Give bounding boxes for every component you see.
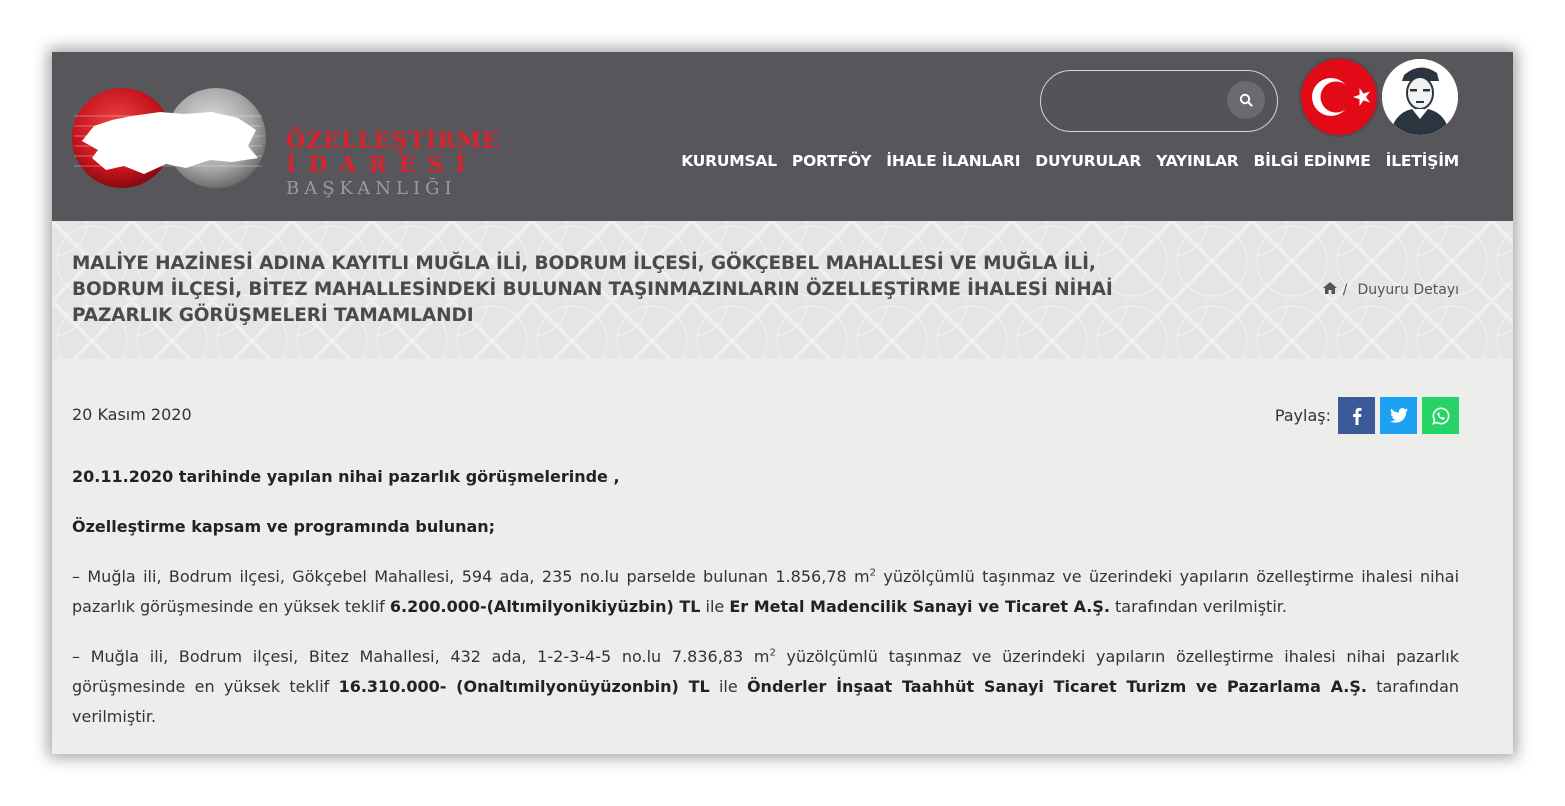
share-twitter-button[interactable] (1380, 397, 1417, 434)
article-date: 20 Kasım 2020 (72, 405, 192, 424)
share-bar (1275, 397, 1459, 434)
item1-amount: 6.200.000-(Altımilyonikiyüzbin) TL (389, 597, 701, 616)
share-label: Paylaş: (1274, 406, 1331, 425)
article-body (72, 462, 1459, 752)
whatsapp-icon (1432, 407, 1450, 425)
search-icon (1239, 93, 1253, 107)
item1-text-b: yüzölçümlü taşınmaz ve üzerindeki yapıların özelleştirme ihalesi nihai pazarlık görüşmesinde en yüksek teklif (72, 567, 1460, 616)
nav-iletisim[interactable]: İLETİŞİM (1385, 152, 1459, 170)
site-logo[interactable] (72, 86, 500, 199)
ataturk-portrait[interactable] (1382, 59, 1458, 135)
nav-duyurular[interactable]: DUYURULAR (1035, 152, 1142, 170)
item2-text-d: tarafından verilmiştir. (72, 677, 1460, 726)
home-icon (1323, 282, 1337, 294)
ataturk-portrait-icon (1382, 59, 1458, 135)
site-header (52, 52, 1513, 221)
item2-text-a: – Muğla ili, Bodrum ilçesi, Bitez Mahallesi, 432 ada, 1-2-3-4-5 no.lu 7.836,83 m (72, 647, 770, 666)
article-intro-1: 20.11.2020 tarihinde yapılan nihai pazarlık görüşmelerinde , (72, 467, 620, 486)
article-item-2 (72, 642, 1459, 732)
item1-company: Er Metal Madencilik Sanayi ve Ticaret A.Ş. (729, 597, 1110, 616)
item2-text-b: yüzölçümlü taşınmaz ve üzerindeki yapıların özelleştirme ihalesi nihai pazarlık görüşmesinde en yüksek teklif (72, 647, 1460, 696)
article-intro-2: Özelleştirme kapsam ve programında bulunan; (72, 517, 496, 536)
logo-line-2: İDARESİ (286, 152, 478, 178)
breadcrumb-home[interactable] (1323, 282, 1337, 298)
twitter-icon (1390, 408, 1408, 423)
search-box (1040, 70, 1278, 132)
breadcrumb-separator: / (1342, 282, 1348, 298)
page-title: MALİYE HAZİNESİ ADINA KAYITLI MUĞLA İLİ, BODRUM İLÇESİ, GÖKÇEBEL MAHALLESİ VE MUĞLA İLİ, BODRUM İLÇESİ, BİTEZ MAHALLESİNDEKİ BULUNAN TAŞINMAZINLARIN ÖZELLEŞTİRME İHALESİ NİHAİ PAZARLIK GÖRÜŞMELERİ TAMAMLANDI (72, 253, 1113, 326)
nav-ihale-ilanlari[interactable]: İHALE İLANLARI (886, 152, 1021, 170)
search-button[interactable] (1227, 81, 1265, 119)
item2-text-c: ile (709, 677, 747, 696)
page-frame (52, 52, 1513, 754)
item1-sup: 2 (869, 567, 876, 579)
breadcrumb (1323, 282, 1459, 298)
main-nav (666, 152, 1459, 170)
nav-portfoy[interactable]: PORTFÖY (791, 152, 872, 170)
search-input[interactable] (1059, 87, 1223, 117)
turkish-flag[interactable] (1301, 59, 1377, 135)
share-facebook-button[interactable] (1338, 397, 1375, 434)
item2-amount: 16.310.000- (Onaltımilyonüyüzonbin) TL (338, 677, 710, 696)
nav-bilgi-edinme[interactable]: BİLGİ EDİNME (1253, 152, 1371, 170)
nav-kurumsal[interactable]: KURUMSAL (681, 152, 777, 170)
item1-text-a: – Muğla ili, Bodrum ilçesi, Gökçebel Mahallesi, 594 ada, 235 no.lu parselde bulunan 1.856,78 m (72, 567, 870, 586)
item1-text-d: tarafından verilmiştir. (1109, 597, 1287, 616)
title-band (52, 221, 1513, 359)
item2-company: Önderler İnşaat Taahhüt Sanayi Ticaret Turizm ve Pazarlama A.Ş. (746, 677, 1367, 696)
logo-line-1: ÖZELLEŞTİRME (286, 128, 500, 154)
logo-line-3: BAŞKANLIĞI (286, 178, 457, 199)
article-item-1 (72, 562, 1459, 622)
facebook-icon (1352, 407, 1362, 425)
nav-yayinlar[interactable]: YAYINLAR (1156, 152, 1239, 170)
item1-text-c: ile (700, 597, 730, 616)
item2-sup: 2 (769, 647, 776, 659)
share-whatsapp-button[interactable] (1422, 397, 1459, 434)
turkish-flag-icon (1301, 59, 1377, 135)
logo-wordmark (286, 130, 500, 198)
breadcrumb-current: Duyuru Detayı (1357, 282, 1459, 298)
